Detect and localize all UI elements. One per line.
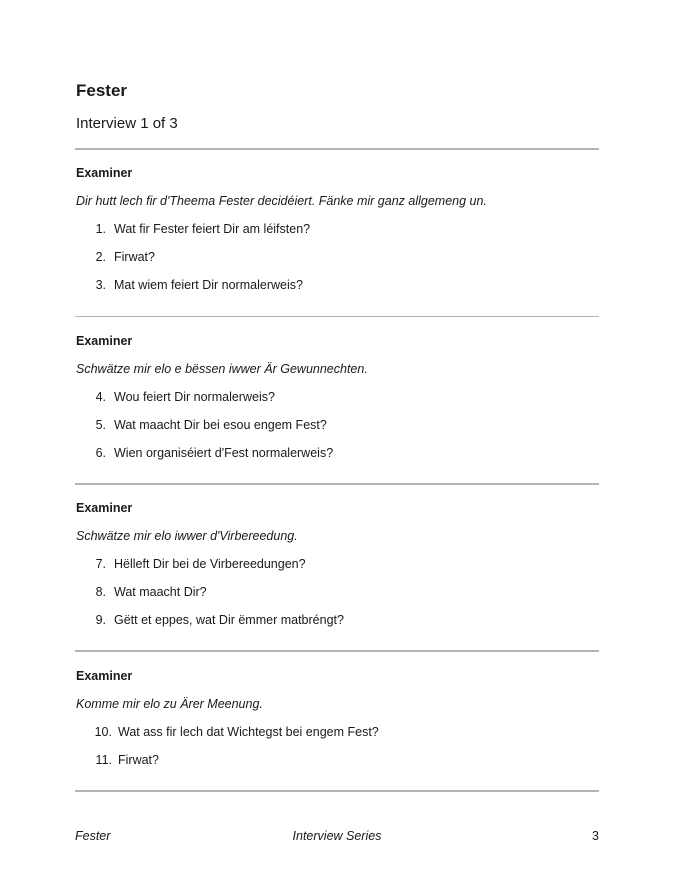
question-number: 6.: [95, 446, 106, 460]
question-number: 10.: [94, 725, 112, 739]
question-text: Wat fir Fester feiert Dir am léifsten?: [114, 222, 311, 236]
footer-series-name: Interview Series: [292, 829, 382, 843]
question-number: 4.: [95, 390, 106, 404]
question-text: Wat maacht Dir?: [114, 585, 207, 599]
footer-document-name: Fester: [75, 829, 111, 843]
speaker-label: Examiner: [76, 669, 133, 683]
question-list: [76, 724, 600, 768]
question-text: Wat ass fir lech dat Wichtegst bei engem Fest?: [118, 725, 379, 739]
question-list: [76, 556, 600, 628]
examiner-prompt: Dir hutt lech fir d'Theema Fester decidéiert. Fänke mir ganz allgemeng un.: [76, 194, 487, 208]
question-item: [76, 445, 600, 461]
section-divider: [75, 316, 599, 317]
question-text: Wat maacht Dir bei esou engem Fest?: [114, 418, 327, 432]
question-item: [76, 556, 600, 572]
section-divider: [75, 148, 599, 150]
question-number: 1.: [95, 222, 106, 236]
question-list: [76, 221, 600, 293]
examiner-prompt: Schwätze mir elo iwwer d'Virbereedung.: [76, 529, 298, 543]
question-text: Hëlleft Dir bei de Virbereedungen?: [114, 557, 306, 571]
speaker-label: Examiner: [76, 166, 133, 180]
question-text: Firwat?: [114, 250, 155, 264]
question-list: [76, 389, 600, 461]
page-number: 3: [592, 829, 599, 843]
question-item: [76, 389, 600, 405]
page-footer: [75, 829, 599, 845]
question-number: 7.: [95, 557, 106, 571]
question-number: 9.: [95, 613, 106, 627]
document-title: Fester: [76, 81, 128, 100]
section-divider: [75, 650, 599, 652]
question-item: [76, 724, 600, 740]
section-divider: [75, 483, 599, 485]
question-item: [76, 612, 600, 628]
section-divider: [75, 790, 599, 792]
question-number: 3.: [95, 278, 106, 292]
speaker-label: Examiner: [76, 334, 133, 348]
question-number: 5.: [95, 418, 106, 432]
question-text: Mat wiem feiert Dir normalerweis?: [114, 278, 303, 292]
interview-section-1: [76, 165, 600, 305]
examiner-prompt: Schwätze mir elo e bëssen iwwer Är Gewunnechten.: [76, 362, 368, 376]
examiner-prompt: Komme mir elo zu Ärer Meenung.: [76, 697, 263, 711]
interview-section-3: [76, 500, 600, 640]
question-item: [76, 584, 600, 600]
interview-section-4: [76, 668, 600, 780]
question-text: Gëtt et eppes, wat Dir ëmmer matbréngt?: [114, 613, 344, 627]
question-number: 11.: [95, 753, 112, 767]
question-item: [76, 417, 600, 433]
question-number: 8.: [95, 585, 106, 599]
question-item: [76, 277, 600, 293]
document-subtitle: Interview 1 of 3: [76, 115, 178, 132]
question-item: [76, 752, 600, 768]
question-number: 2.: [95, 250, 106, 264]
question-item: [76, 249, 600, 265]
interview-section-2: [76, 333, 600, 473]
question-text: Firwat?: [118, 753, 159, 767]
question-item: [76, 221, 600, 237]
question-text: Wien organiséiert d'Fest normalerweis?: [114, 446, 334, 460]
question-text: Wou feiert Dir normalerweis?: [114, 390, 275, 404]
speaker-label: Examiner: [76, 501, 133, 515]
